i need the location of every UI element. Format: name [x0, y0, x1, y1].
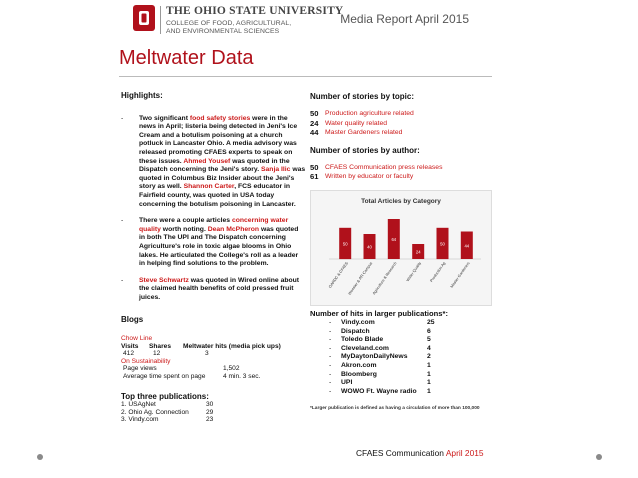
osu-logo	[133, 4, 344, 40]
bullet: -	[329, 370, 332, 378]
publication-count: 5	[427, 336, 431, 344]
block-o-logo-icon	[133, 5, 155, 31]
left-dot	[37, 454, 43, 460]
publication-count: 30	[206, 401, 214, 409]
highlight-emphasis: Sanja Ilic	[260, 166, 291, 174]
highlight-text: were in the news in April; listeria being detected in Jeni's Ice Cream and a botulism poisoning at a church potluck in Lancaster Ohio. A media advisory was released promoting CFAES experts to speak on these issues.	[139, 114, 298, 165]
title-rule	[119, 76, 492, 77]
university-name: THE OHIO STATE UNIVERSITY	[166, 5, 344, 17]
highlight-text: There were a couple articles	[139, 217, 232, 225]
bullet: -	[121, 217, 124, 225]
publication-row	[329, 319, 479, 328]
footer	[356, 448, 484, 458]
articles-by-category-chart	[310, 190, 492, 306]
chow-line-table-head	[121, 343, 306, 351]
author-label: Written by educator or faculty	[325, 173, 414, 181]
on-sustainability-label: On Sustainability	[121, 357, 171, 365]
author-label: CFAES Communication press releases	[325, 164, 443, 172]
bullet: -	[121, 276, 124, 284]
meltwater-hits-value: 3	[205, 350, 209, 358]
highlight-text: was quoted in Columbus Biz Insider about the Jeni's story as well.	[139, 166, 306, 191]
chart-svg	[311, 191, 491, 305]
by-topic-heading: Number of stories by topic:	[310, 92, 415, 101]
top-publications-heading: Top three publications:	[121, 391, 209, 401]
bullet: -	[329, 353, 332, 361]
publication-row	[329, 353, 479, 362]
bullet: -	[329, 379, 332, 387]
publication-name: 3. Vindy.com	[121, 416, 159, 424]
publication-name: Toledo Blade	[341, 336, 384, 344]
chart-data-label: 50	[342, 241, 348, 247]
chart-category-label: Production Ag	[429, 261, 447, 283]
avg-time-label: Average time spent on page	[123, 373, 206, 381]
bullet: -	[329, 344, 332, 352]
publication-count: 25	[427, 319, 435, 326]
chart-bars	[328, 219, 473, 296]
publication-count: 1	[427, 361, 431, 369]
publication-name: 2. Ohio Ag. Connection	[121, 408, 189, 416]
highlight-emphasis: Ahmed Yousef	[183, 157, 231, 165]
publication-count: 6	[427, 327, 431, 335]
topic-row	[310, 128, 500, 137]
chart-data-label: 24	[415, 249, 421, 255]
right-dot	[596, 454, 602, 460]
publication-count: 4	[427, 344, 431, 352]
col-visits: Visits	[121, 342, 139, 350]
publication-count: 1	[427, 379, 431, 387]
bullet: -	[329, 361, 332, 369]
chow-line-table-row	[121, 350, 306, 358]
college-line-1: COLLEGE OF FOOD, AGRICULTURAL,	[166, 20, 292, 27]
highlight-text: was quoted in both The UPI and The Dispatch concerning Agriculture's role in toxic algae blooms in Ohio lakes. He articulated the College's roll as a leader in helping find solutions to the problem.	[139, 225, 299, 268]
chart-category-label: Water Quality	[405, 261, 423, 283]
topic-count: 50	[310, 109, 319, 119]
larger-publications-heading: Number of hits in larger publications*:	[310, 309, 448, 318]
chart-data-label: 50	[440, 241, 445, 247]
topic-count: 44	[310, 128, 319, 138]
publication-row	[329, 362, 479, 371]
highlight-text: Two significant	[139, 114, 190, 122]
chart-category-label: OARDC & CFAES	[328, 261, 350, 289]
top-publication-row	[121, 416, 306, 424]
topic-label: Water quality related	[325, 119, 388, 127]
footer-date: April 2015	[445, 448, 484, 458]
highlights-heading: Highlights:	[121, 91, 163, 100]
col-shares: Shares	[149, 342, 171, 350]
avg-time-value: 4 min. 3 sec.	[223, 373, 261, 381]
publication-count: 1	[427, 387, 431, 395]
larger-publications-heading-wrap	[310, 309, 500, 318]
chart-data-label: 64	[391, 237, 397, 242]
chart-category-label: Agriculture & Research	[371, 261, 398, 296]
bullet: -	[329, 327, 332, 335]
highlight-item	[121, 277, 306, 303]
publication-row	[329, 388, 479, 397]
highlight-emphasis: food safety stories	[189, 114, 251, 122]
publication-name: Akron.com	[341, 361, 377, 369]
chart-category-label: Master Gardeners	[449, 261, 471, 289]
logo-divider	[160, 6, 161, 34]
publication-name: UPI	[341, 379, 353, 387]
publication-row	[329, 345, 479, 354]
author-row	[310, 163, 500, 172]
topic-row	[310, 119, 500, 128]
highlight-emphasis: Shannon Carter	[183, 183, 235, 191]
chart-category-label: Wooster & ATI Campus	[347, 261, 374, 296]
topic-count: 24	[310, 118, 319, 128]
topic-row	[310, 109, 500, 118]
shares-value: 12	[153, 350, 161, 358]
publication-name: Dispatch	[341, 327, 370, 335]
bullet: -	[329, 387, 332, 395]
avg-time-row	[121, 373, 306, 381]
topic-label: Production agriculture related	[325, 110, 414, 118]
report-title: Media Report April 2015	[340, 12, 469, 26]
publication-count: 23	[206, 416, 214, 424]
right-column	[310, 92, 500, 182]
highlight-emphasis: Dean McPheron	[207, 225, 260, 233]
chart-data-label: 44	[464, 243, 470, 249]
bullet: -	[329, 336, 332, 344]
highlight-emphasis: Steve Schwartz	[139, 276, 189, 284]
publication-name: Bloomberg	[341, 370, 377, 378]
publication-name: MyDaytonDailyNews	[341, 353, 408, 361]
publication-name: 1. USAgNet	[121, 401, 156, 409]
by-author-heading: Number of stories by author:	[310, 145, 420, 155]
larger-publications-list	[329, 319, 479, 396]
highlight-item	[121, 115, 306, 210]
college-line-2: AND ENVIRONMENTAL SCIENCES	[166, 28, 280, 35]
publication-count: 2	[427, 353, 431, 361]
highlight-text: , FCS educator in Fairfield county, was quoted in USA today concerning the botulism poisoning in Lancaster.	[139, 183, 296, 208]
publication-name: Cleveland.com	[341, 344, 389, 352]
topic-label: Master Gardeners related	[325, 129, 403, 137]
bullet: -	[329, 319, 332, 326]
publication-count: 29	[206, 408, 214, 416]
page-title: Meltwater Data	[119, 47, 254, 69]
page-views-value: 1,502	[223, 365, 240, 373]
left-column	[121, 92, 306, 424]
footer-prefix: CFAES Communication	[356, 448, 446, 458]
highlight-text: worth noting.	[160, 225, 208, 233]
visits-value: 412	[123, 350, 135, 358]
chart-data-label: 40	[367, 244, 372, 250]
bullet: -	[121, 114, 124, 122]
page-views-label: Page views	[123, 365, 157, 373]
chow-line-label: Chow Line	[121, 335, 153, 343]
top-publication-row	[121, 401, 306, 409]
top-publication-row	[121, 409, 306, 417]
author-count: 61	[310, 172, 319, 182]
chart-title: Total Articles by Category	[361, 198, 441, 205]
blogs-heading: Blogs	[121, 315, 144, 325]
publication-row	[329, 328, 479, 337]
col-meltwater-hits: Meltwater hits (media pick ups)	[183, 342, 281, 350]
author-row	[310, 172, 500, 181]
larger-publications-footnote: *Larger publication is defined as having a circulation of more than 100,000	[310, 406, 480, 411]
page-views-row	[121, 365, 306, 373]
highlight-emphasis: concerning water quality	[139, 217, 289, 233]
highlight-item	[121, 217, 306, 269]
highlight-text: was quoted in the Dispatch concerning the Jeni's story.	[139, 157, 290, 174]
publication-name: Vindy.com	[341, 319, 375, 326]
publication-count: 1	[427, 370, 431, 378]
publication-row	[329, 379, 479, 388]
publication-name: WOWO Ft. Wayne radio	[341, 387, 417, 395]
author-count: 50	[310, 163, 319, 173]
publication-row	[329, 336, 479, 345]
publication-row	[329, 371, 479, 380]
highlight-text: was quoted in Wired online about the claimed health benefits of cold pressed fruit juices.	[139, 276, 300, 301]
